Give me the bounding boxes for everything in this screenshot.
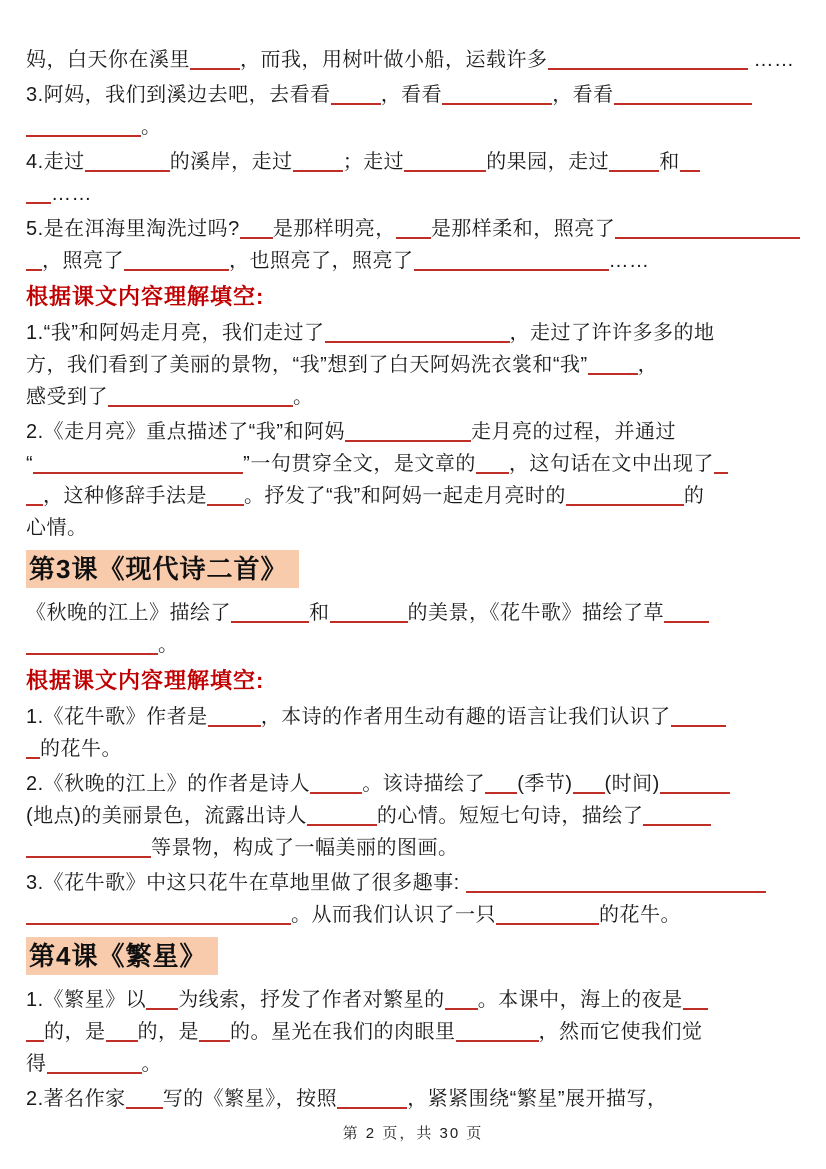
fill-in-blank [85,166,170,172]
fill-in-blank [26,198,51,204]
text-segment: 为线索，抒发了作者对繁星的 [178,989,445,1011]
text-segment: “ [26,453,34,475]
text-line [26,245,808,277]
text-segment: 的果园，走过 [486,151,610,173]
fill-in-blank [26,753,40,759]
fill-in-blank [714,468,728,474]
fill-in-blank [609,166,659,172]
fill-in-blank [660,788,730,794]
text-segment: 3.《花牛歌》中这只花牛在草地里做了很多趣事: [26,872,466,894]
fill-in-blank [126,1103,163,1109]
fill-in-blank [485,788,517,794]
text-segment: 的 [683,485,705,507]
text-segment: 方，我们看到了美丽的景物，“我”想到了白天阿妈洗衣裳和“我” [26,354,588,376]
fill-in-blank [310,788,362,794]
text-line [26,44,808,76]
text-segment: 。 [158,634,179,656]
fill-in-blank [47,1068,142,1074]
fill-in-blank [442,99,552,105]
fill-in-blank [683,1004,708,1010]
text-line [26,79,808,111]
text-segment: 。本课中，海上的夜是 [477,989,683,1011]
text-segment: 得 [26,1053,47,1075]
lesson-title-highlight: 第4课《繁星》 [26,937,218,975]
text-segment: 的心情。短短七句诗，描绘了 [376,805,644,827]
fill-in-blank [588,369,638,375]
fill-in-blank [231,617,309,623]
paragraph [26,1083,808,1115]
text-line [26,349,808,381]
fill-in-blank [496,919,599,925]
text-line [26,1048,808,1080]
text-segment: ，紧紧围绕“繁星”展开描写， [407,1088,668,1110]
fill-in-blank [330,617,408,623]
paragraph [26,79,808,143]
fill-in-blank [190,64,240,70]
paragraph [26,984,808,1080]
text-line [26,1016,808,1048]
fill-in-blank [345,436,471,442]
paragraph [26,317,808,413]
text-line [26,317,808,349]
text-segment: 2.《走月亮》重点描述了“我”和阿妈 [26,421,345,443]
text-segment: 。从而我们认识了一只 [291,904,496,926]
text-segment: …… [51,183,92,205]
text-segment: 走月亮的过程，并通过 [471,421,676,443]
paragraph [26,416,808,544]
text-segment: 5.是在洱海里淘洗过吗? [26,218,240,240]
text-line [26,111,808,143]
fill-in-blank [26,649,158,655]
text-segment: …… [608,250,650,272]
fill-in-blank [240,233,273,239]
text-segment: ”一句贯穿全文，是文章的 [243,453,476,475]
page-number: 第 2 页，共 30 页 [342,1125,484,1142]
fill-in-blank [337,1103,407,1109]
fill-in-blank [26,1036,44,1042]
text-line [26,480,808,512]
fill-in-blank [414,265,609,271]
text-line [26,213,808,245]
text-line [26,984,808,1016]
fill-in-blank [108,401,293,407]
text-segment: 和 [659,151,680,173]
fill-in-blank [325,337,510,343]
text-segment: ， [637,354,659,376]
fill-in-blank [671,721,726,727]
paragraph [26,44,808,76]
text-segment: ，也照亮了，照亮了 [229,250,414,272]
lesson-title-heading [26,937,808,975]
text-segment: 的花牛。 [599,904,681,926]
fill-in-blank [404,166,486,172]
text-segment: ，看看 [552,84,614,106]
fill-in-blank [26,852,151,858]
text-segment: 的，是 [137,1021,199,1043]
paragraph [26,768,808,864]
text-segment: 3.阿妈，我们到溪边去吧，去看看 [26,84,331,106]
fill-in-blank [456,1036,539,1042]
text-segment: 的，是 [44,1021,106,1043]
page-footer [0,1122,826,1143]
text-line [26,701,808,733]
fill-in-blank [614,99,752,105]
paragraph [26,146,808,210]
text-segment: (地点)的美丽景色，流露出诗人 [26,805,307,827]
paragraph [26,213,808,277]
text-segment: 是那样明亮， [272,218,396,240]
fill-in-blank [566,500,684,506]
fill-in-blank [26,265,42,271]
text-line [26,381,808,413]
fill-in-blank [293,166,343,172]
text-segment: 《秋晚的江上》描绘了 [26,602,231,624]
text-segment: 等景物，构成了一幅美丽的图画。 [151,837,459,859]
text-segment: ，然而它使我们觉 [538,1021,703,1043]
text-line [26,597,808,629]
text-segment: ，而我，用树叶做小船，运载许多 [240,49,548,71]
text-segment: ，本诗的作者用生动有趣的语言让我们认识了 [260,706,671,728]
text-segment: (时间) [604,773,660,795]
paragraph [26,867,808,931]
fill-in-blank [208,721,261,727]
fill-in-blank [680,166,700,172]
text-segment: 和 [309,602,330,624]
paragraph [26,701,808,765]
fill-in-blank [643,820,711,826]
fill-in-blank [106,1036,138,1042]
fill-in-blank [26,919,291,925]
text-segment: ，这种修辞手法是 [43,485,207,507]
text-segment: 。抒发了“我”和阿妈一起走月亮时的 [244,485,566,507]
text-line [26,416,808,448]
fill-in-blank [664,617,709,623]
text-segment: 的花牛。 [40,738,122,760]
text-segment: 的溪岸，走过 [169,151,293,173]
text-line [26,1083,808,1115]
text-segment: 写的《繁星》，按照 [162,1088,338,1110]
text-line [26,768,808,800]
fill-in-blank [199,1036,230,1042]
text-line [26,448,808,480]
fill-in-blank [615,233,800,239]
section-instruction-heading: 根据课文内容理解填空: [26,284,265,309]
text-line [26,800,808,832]
fill-in-blank [573,788,605,794]
text-segment: 1.“我”和阿妈走月亮，我们走过了 [26,322,325,344]
text-segment: ，这句话在文中出现了 [508,453,714,475]
text-segment: …… [747,49,795,71]
text-segment: 。 [141,116,162,138]
text-line [26,629,808,661]
fill-in-blank [445,1004,478,1010]
text-line [26,867,808,899]
text-segment: 。 [293,386,314,408]
fill-in-blank [466,887,766,893]
fill-in-blank [331,99,381,105]
text-segment: 1.《花牛歌》作者是 [26,706,208,728]
lesson-title-highlight: 第3课《现代诗二首》 [26,550,299,588]
fill-in-blank [146,1004,178,1010]
fill-in-blank [396,233,431,239]
fill-in-blank [124,265,229,271]
text-line [26,146,808,178]
text-segment: ；走过 [342,151,405,173]
text-segment: ，走过了许许多多的地 [509,322,715,344]
text-segment: (季节) [517,773,573,795]
text-segment: 是那样柔和，照亮了 [430,218,616,240]
text-segment: 感受到了 [26,386,108,408]
section-instruction-heading: 根据课文内容理解填空: [26,668,265,693]
text-line [26,178,808,210]
fill-in-blank [26,500,43,506]
text-line [26,899,808,931]
text-segment: 2.《秋晚的江上》的作者是诗人 [26,773,311,795]
text-segment: 。 [141,1053,162,1075]
fill-in-blank [307,820,377,826]
paragraph [26,597,808,661]
text-segment: 2.著名作家 [26,1088,126,1110]
text-line [26,512,808,544]
text-segment: 妈，白天你在溪里 [26,49,190,71]
text-segment: 1.《繁星》以 [26,989,147,1011]
text-segment: 的。星光在我们的肉眼里 [230,1021,456,1043]
text-segment: 心情。 [26,517,88,539]
fill-in-blank [207,500,244,506]
text-segment: ，照亮了 [42,250,124,272]
text-segment: 的美景，《花牛歌》描绘了草 [407,602,664,624]
text-line [26,733,808,765]
text-segment: 。该诗描绘了 [362,773,486,795]
text-segment: 4.走过 [26,151,85,173]
fill-in-blank [33,468,243,474]
fill-in-blank [476,468,509,474]
text-segment: ，看看 [380,84,443,106]
fill-in-blank [548,64,748,70]
text-line [26,832,808,864]
fill-in-blank [26,131,141,137]
lesson-title-heading [26,550,808,588]
